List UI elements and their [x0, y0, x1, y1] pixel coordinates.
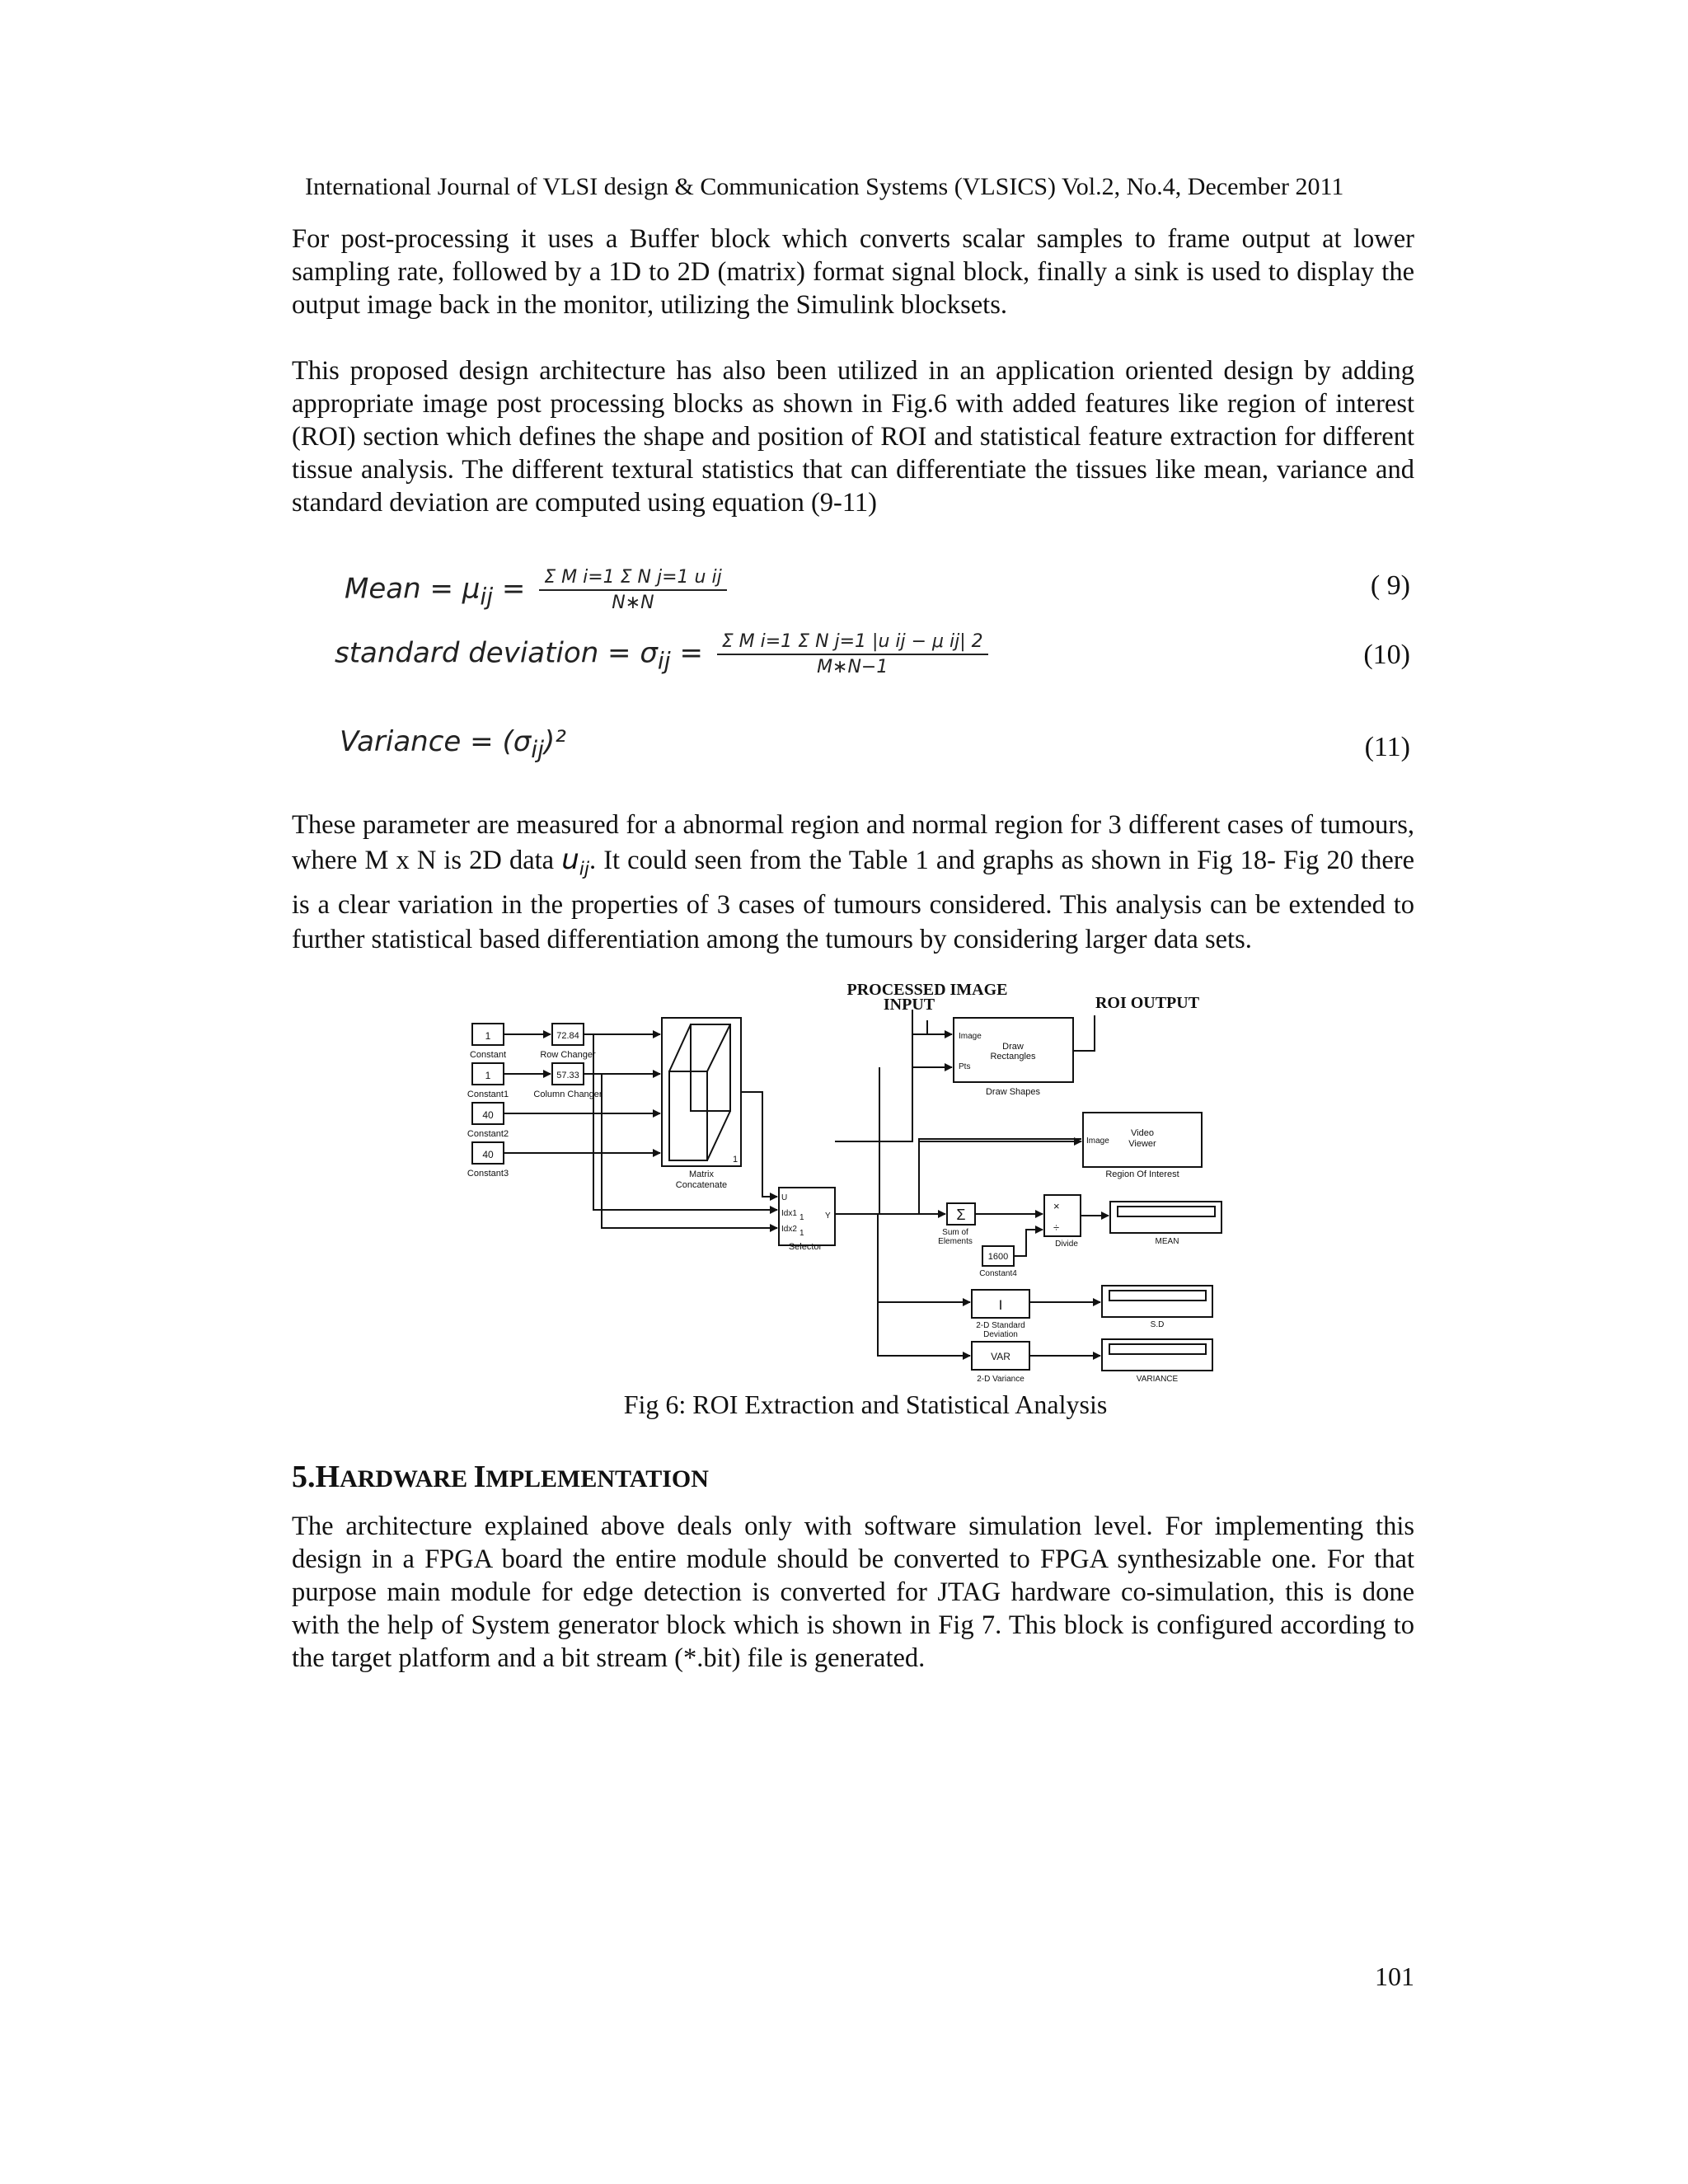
label-roi-output: ROI OUTPUT [1095, 994, 1200, 1012]
selector-port-idx1: Idx1 [781, 1209, 797, 1218]
paragraph-postprocessing: For post-processing it uses a Buffer block which converts scalar samples to frame output at lower sampling rate, followed by a 1D to 2D (matrix) format signal block, finally a sink is used to display the output image back in the monitor, utilizing the Simulink blocksets. [292, 224, 1414, 320]
selector-one-a: 1 [799, 1213, 804, 1222]
std-symbol: Ⅰ [998, 1299, 1003, 1313]
label-input: INPUT [883, 996, 935, 1014]
selector-port-u: U [781, 1193, 788, 1202]
constant4-value: 1600 [987, 1252, 1009, 1262]
figure-caption: Fig 6: ROI Extraction and Statistical Analysis [623, 1390, 1108, 1419]
constant-label-2: Constant2 [467, 1129, 509, 1139]
constant-value-0: 1 [485, 1030, 491, 1042]
equation-number-10: (10) [1363, 640, 1410, 670]
viewer-title-1: Video [1131, 1128, 1154, 1138]
equation-variance: Variance = $(\sigma_{ij})^2$ [340, 725, 566, 763]
mean-label: MEAN [1155, 1237, 1179, 1246]
variance-symbol: VAR [991, 1351, 1010, 1362]
draw-label: Draw Shapes [985, 1087, 1041, 1097]
row-changer-value: 72.84 [556, 1031, 579, 1041]
sum-symbol: Σ [956, 1207, 966, 1223]
constant4-label: Constant4 [979, 1269, 1017, 1278]
selector-port-y: Y [825, 1212, 831, 1221]
draw-port-pts: Pts [959, 1062, 971, 1071]
divide-label: Divide [1055, 1240, 1078, 1249]
viewer-port: Image [1086, 1137, 1109, 1146]
paragraph-parameters: These parameter are measured for a abnormal region and normal region for 3 different cases of tumours, where M x N is 2D data $u_{ij}$. It could seen from the Table 1 and graphs as shown in Fig 18- Fig 20 there is a clear variation in the properties of 3 cases of tumours considered. This analysis can be extended to further statistical based differentiation among the tumours by considering larger data sets. [292, 810, 1414, 954]
viewer-label: Region Of Interest [1105, 1169, 1179, 1179]
column-changer-value: 57.33 [556, 1071, 579, 1080]
equation-number-9: ( 9) [1370, 570, 1410, 601]
equation-standard-deviation: standard deviation = $\sigma_{ij}$ = $\frac{\text{Σ M i=1 Σ N j=1 |u ij − μ ij| 2}}{M∗N-1}$ [335, 631, 993, 677]
matrix-label: Matrix [689, 1169, 714, 1179]
equation-mean: Mean = $\mu_{ij}$ = $\frac{\text{Σ M i=1 Σ N j=1 u ij}}{N∗N}$ [345, 567, 732, 613]
constant-value-3: 40 [482, 1149, 494, 1160]
page-number: 101 [1375, 1961, 1414, 1991]
divide-div: ÷ [1053, 1221, 1060, 1234]
label-processed-image: PROCESSED IMAGE [846, 981, 1008, 999]
draw-port-image: Image [959, 1032, 982, 1041]
variance-block-label: 2-D Variance [977, 1375, 1025, 1384]
constant-value-2: 40 [482, 1109, 494, 1121]
paragraph-hardware: The architecture explained above deals only with software simulation level. For implementing this design in a FPGA board the entire module should be converted to FPGA synthesizable one. For that purpose main module for edge detection is converted for JTAG hardware co-simulation, this is done with the help of System generator block which is shown in Fig 7. This block is configured according to the target platform and a bit stream (*.bit) file is generated. [292, 1511, 1414, 1673]
selector-label: Selector [788, 1242, 823, 1252]
sd-label: S.D [1150, 1320, 1165, 1329]
journal-header: International Journal of VLSI design & Communication Systems (VLSICS) Vol.2, No.4, December 2011 [305, 173, 1344, 200]
constant-label-0: Constant [469, 1050, 507, 1060]
row-changer-label: Row Changer [540, 1050, 596, 1060]
matrix-label-2: Concatenate [675, 1180, 728, 1190]
std-label-2: Deviation [983, 1330, 1018, 1339]
constant-label-3: Constant3 [467, 1169, 509, 1179]
paragraph-architecture: This proposed design architecture has also been utilized in an application oriented design by adding appropriate image post processing blocks as shown in Fig.6 with added features like region of interest (ROI) section which defines the shape and position of ROI and statistical feature extraction for different tissue analysis. The different textural statistics that can differentiate the tissues like mean, variance and standard deviation are computed using equation (9-11) [292, 356, 1414, 518]
section-heading: 5.HARDWARE IMPLEMENTATION [292, 1460, 709, 1494]
sum-label-1: Sum of [942, 1228, 968, 1237]
variance-display-label: VARIANCE [1136, 1375, 1179, 1384]
constant-value-1: 1 [485, 1070, 491, 1081]
selector-port-idx2: Idx2 [781, 1225, 797, 1234]
draw-title-2: Rectangles [990, 1052, 1036, 1062]
std-label-1: 2-D Standard [976, 1321, 1025, 1330]
divide-times: × [1053, 1200, 1060, 1212]
equation-number-11: (11) [1364, 732, 1410, 762]
sum-label-2: Elements [938, 1237, 973, 1246]
column-changer-label: Column Changer [533, 1090, 603, 1099]
selector-one-b: 1 [799, 1229, 804, 1238]
constant-label-1: Constant1 [467, 1090, 509, 1099]
matrix-port: 1 [733, 1155, 738, 1165]
divide-block [1044, 1195, 1081, 1236]
viewer-title-2: Viewer [1128, 1139, 1156, 1149]
draw-title-1: Draw [1002, 1042, 1024, 1052]
